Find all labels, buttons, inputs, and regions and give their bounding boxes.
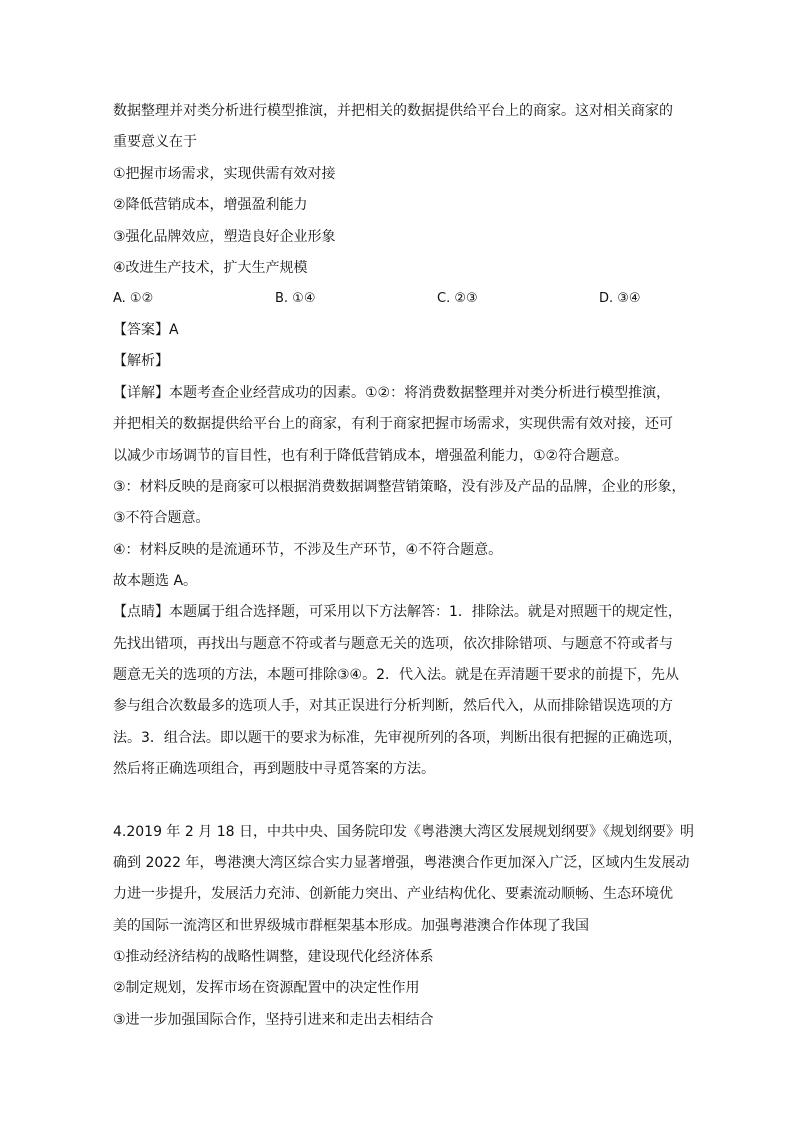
tip-line-1: 【点睛】本题属于组合选择题，可采用以下方法解答：1．排除法。就是对照题干的规定性， [113,604,682,620]
q3-statement-4: ④改进生产技术，扩大生产规模 [113,260,308,276]
q3-options-row [113,289,703,309]
q4-stem-line-4: 美的国际一流湾区和世界级城市群框架基本形成。加强粤港澳合作体现了我国 [113,918,589,934]
q3-statement-3: ③强化品牌效应，塑造良好企业形象 [113,229,336,245]
detail-line-1: 【详解】本题考查企业经营成功的因素。①②：将消费数据整理并对类分析进行模型推演， [113,385,671,401]
tip-line-2: 先找出错项，再找出与题意不符或者与题意无关的选项，依次排除错项、与题意不符或者与 [113,636,673,652]
q4-statement-2: ②制定规划，发挥市场在资源配置中的决定性作用 [113,980,420,996]
q4-statement-1: ①推动经济结构的战略性调整，建设现代化经济体系 [113,949,434,965]
q4-stem-line-2: 确到 2022 年，粤港澳大湾区综合实力显著增强，粤港澳合作更加深入广泛，区域内生发展动 [113,855,690,871]
answer-line: 【答案】A [113,322,179,338]
tip-line-3: 题意无关的选项的方法，本题可排除③④。2．代入法。就是在弄清题干要求的前提下，先从 [113,667,680,683]
q4-stem-line-1: 4.2019 年 2 月 18 日，中共中央、国务院印发《粤港澳大湾区发展规划纲要》《规划纲要》明 [113,824,694,840]
analysis-heading: 【解析】 [113,353,169,369]
option-b: B. ①④ [275,291,316,306]
q4-statement-3: ③进一步加强国际合作，坚持引进来和走出去相结合 [113,1012,434,1028]
tip-line-4: 参与组合次数最多的选项人手，对其正误进行分析判断，然后代入，从而排除错误选项的方 [113,698,673,714]
detail-line-4: ③：材料反映的是商家可以根据消费数据调整营销策略，没有涉及产品的品牌，企业的形象， [113,479,686,495]
option-c: C. ②③ [437,291,478,306]
q3-statement-1: ①把握市场需求，实现供需有效对接 [113,166,336,182]
tip-line-5: 法。3．组合法。即以题干的要求为标准，先审视所列的各项，判断出很有把握的正确选项， [113,730,682,746]
detail-line-2: 并把相关的数据提供给平台上的商家，有利于商家把握市场需求，实现供需有效对接，还可 [113,416,673,432]
detail-line-6: ④：材料反映的是流通环节，不涉及生产环节，④不符合题意。 [113,542,503,558]
detail-line-7: 故本题选 A。 [113,573,198,589]
option-d: D. ③④ [599,291,641,306]
tip-line-6: 然后将正确选项组合，再到题肢中寻觅答案的方法。 [113,761,435,777]
option-a: A. ①② [113,291,154,306]
detail-line-5: ③不符合题意。 [113,510,210,526]
q3-stem-line-2: 重要意义在于 [113,134,197,150]
q4-stem-line-3: 力进一步提升，发展活力充沛、创新能力突出、产业结构优化、要素流动顺畅、生态环境优 [113,886,673,902]
detail-line-3: 以减少市场调节的盲目性，也有利于降低营销成本，增强盈利能力，①②符合题意。 [113,448,629,464]
q3-stem-line-1: 数据整理并对类分析进行模型推演，并把相关的数据提供给平台上的商家。这对相关商家的 [113,103,673,119]
q3-statement-2: ②降低营销成本，增强盈利能力 [113,197,308,213]
